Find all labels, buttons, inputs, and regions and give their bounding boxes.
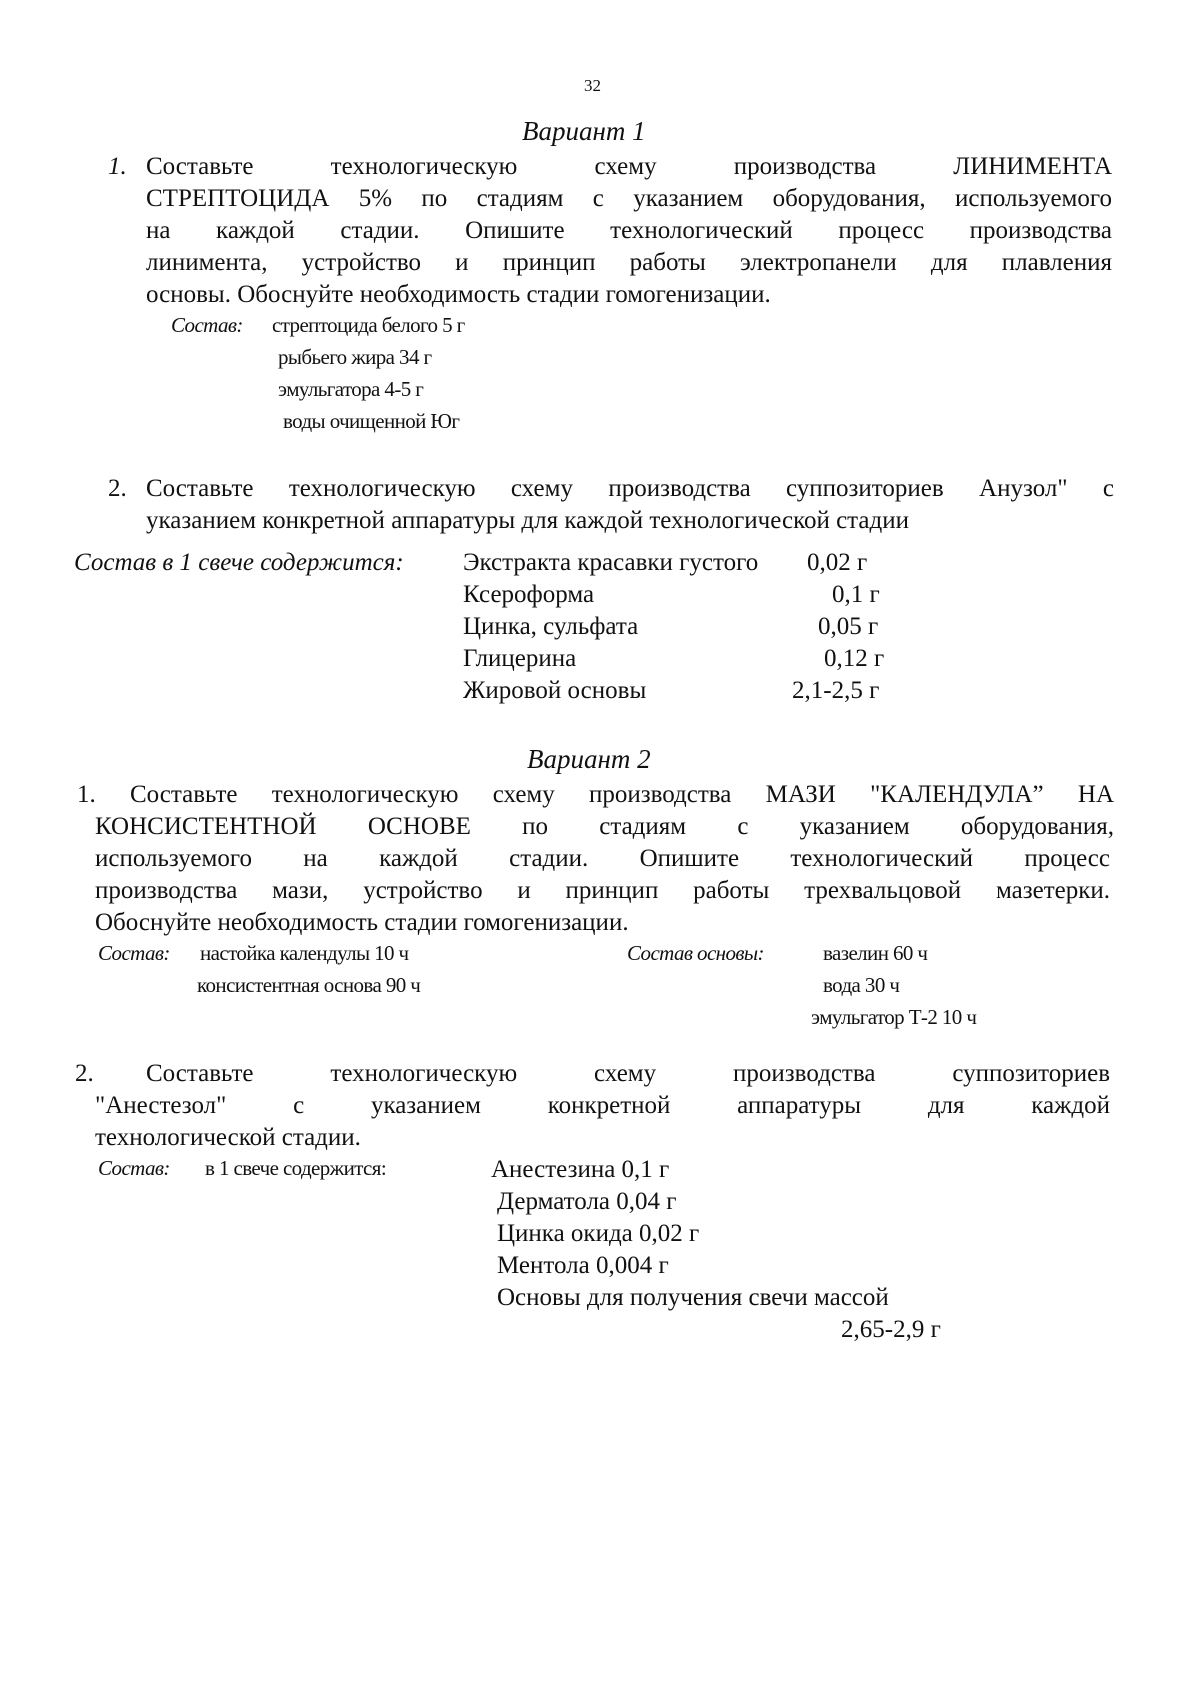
v1-task2-composition-label: Состав в 1 свече содержится:: [74, 549, 404, 576]
v1-task1-line: СТРЕПТОЦИДА 5% по стадиям с указанием оборудования, используемого: [146, 185, 1112, 212]
v1-task2-ingredient-amount: 0,1 г: [832, 581, 880, 608]
v2-task2-ingredient: Основы для получения свечи массой: [497, 1284, 889, 1311]
v1-task2-ingredient-amount: 0,02 г: [807, 549, 868, 576]
v1-task2-line: указанием конкретной аппаратуры для каждой технологической стадии: [146, 507, 909, 534]
v2-task2-ingredient: Цинка окида 0,02 г: [497, 1220, 700, 1247]
v1-task1-ingredient: эмульгатора 4-5 г: [278, 377, 424, 401]
v2-task2-mass: 2,65-2,9 г: [841, 1316, 941, 1343]
v2-task1-line: используемого на каждой стадии. Опишите технологический процесс: [95, 845, 1110, 872]
variant-1-title: Вариант 1: [522, 116, 646, 146]
v1-task2-ingredient-amount: 2,1-2,5 г: [792, 677, 880, 704]
v2-task2-ingredient: Ментола 0,004 г: [497, 1252, 669, 1279]
v2-task1-line: 1. Составьте технологическую схему производства МАЗИ "КАЛЕНДУЛА” НА: [77, 781, 1114, 808]
v1-task2-ingredient-name: Цинка, сульфата: [463, 613, 639, 640]
v1-task2-number: 2.: [108, 475, 127, 502]
v2-task1-ingredient: консистентная основа 90 ч: [197, 973, 421, 997]
v2-task1-line: Обоснуйте необходимость стадии гомогенизации.: [95, 909, 629, 936]
v1-task1-line: на каждой стадии. Опишите технологический процесс производства: [146, 217, 1112, 244]
v2-task1-line: производства мази, устройство и принцип работы трехвальцовой мазетерки.: [95, 877, 1110, 904]
v2-task2-line: "Анестезол" с указанием конкретной аппаратуры для каждой: [95, 1092, 1110, 1119]
v1-task2-ingredient-name: Ксероформа: [463, 581, 595, 608]
v2-task1-ingredient: настойка календулы 10 ч: [200, 941, 409, 965]
v1-task1-ingredient: стрептоцида белого 5 г: [272, 313, 465, 337]
v2-task1-composition-label: Состав:: [98, 941, 170, 965]
v1-task1-line: линимента, устройство и принцип работы электропанели для плавления: [146, 249, 1112, 276]
v2-task1-base-item: вода 30 ч: [823, 973, 900, 997]
v2-task1-base-item: вазелин 60 ч: [823, 941, 928, 965]
v2-task2-composition-intro: в 1 свече содержится:: [205, 1156, 387, 1180]
v1-task2-line: Составьте технологическую схему производства суппозиториев Анузол" с: [146, 475, 1114, 502]
v1-task1-number: 1.: [108, 153, 127, 180]
v2-task2-ingredient: Дерматола 0,04 г: [497, 1188, 677, 1215]
v2-task2-line: Составьте технологическую схему производства суппозиториев: [146, 1060, 1110, 1087]
v1-task1-ingredient: рыбьего жира 34 г: [278, 345, 432, 369]
v2-task2-line: технологической стадии.: [95, 1124, 361, 1151]
variant-2-title: Вариант 2: [527, 744, 651, 774]
v2-task2-number: 2.: [75, 1060, 94, 1087]
page-number: 32: [584, 76, 601, 95]
v1-task2-ingredient-name: Глицерина: [463, 645, 577, 672]
v1-task2-ingredient-name: Жировой основы: [463, 677, 647, 704]
v2-task1-base-item: эмульгатор Т-2 10 ч: [811, 1005, 977, 1029]
v1-task2-ingredient-amount: 0,05 г: [818, 613, 879, 640]
v1-task2-ingredient-amount: 0,12 г: [824, 645, 885, 672]
v1-task1-composition-label: Состав:: [171, 313, 243, 337]
v1-task2-ingredient-name: Экстракта красавки густого: [463, 549, 759, 576]
v2-task1-line: КОНСИСТЕНТНОЙ ОСНОВЕ по стадиям с указанием оборудования,: [95, 813, 1114, 840]
v2-task1-base-label: Состав основы:: [627, 941, 764, 965]
v1-task1-ingredient: воды очищенной Юг: [283, 409, 460, 433]
v1-task1-line: Составьте технологическую схему производства ЛИНИМЕНТА: [146, 153, 1112, 180]
v2-task2-composition-label: Состав:: [98, 1156, 170, 1180]
v1-task1-line: основы. Обоснуйте необходимость стадии гомогенизации.: [146, 281, 771, 308]
v2-task2-ingredient: Анестезина 0,1 г: [491, 1156, 670, 1183]
